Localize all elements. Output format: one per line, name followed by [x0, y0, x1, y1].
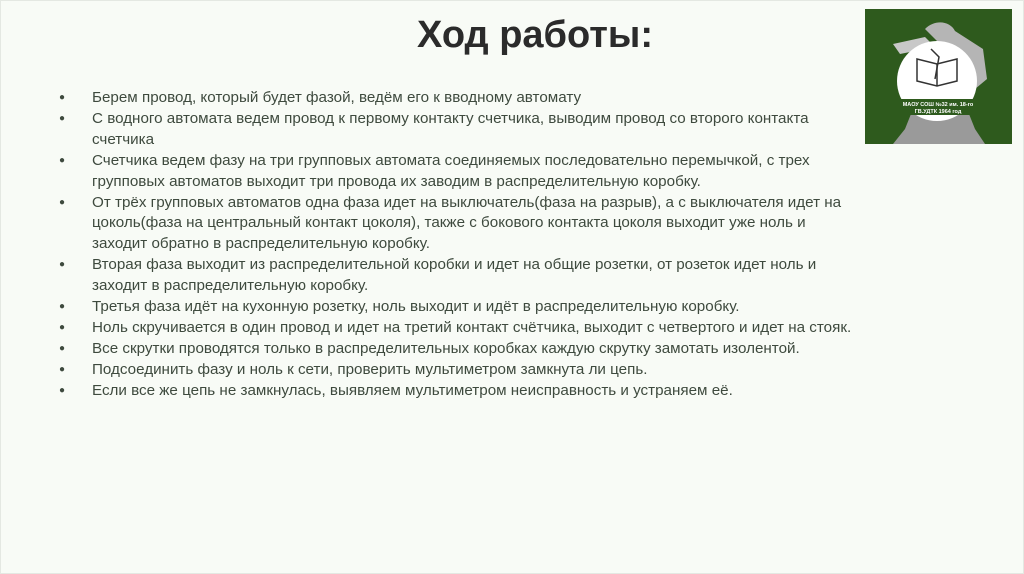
- slide-title: Ход работы:: [416, 14, 654, 56]
- list-item: ● Все скрутки проводятся только в распределительных коробках каждую скрутку замотать изолентой.: [56, 339, 856, 360]
- logo-text-2: ГВ.УДТК 1964 год: [914, 109, 962, 115]
- list-item: ● Ноль скручивается в один провод и идет на третий контакт счётчика, выходит с четвертого и идет на стояк.: [56, 318, 856, 339]
- list-item: ● Берем провод, который будет фазой, ведём его к вводному автомату: [56, 88, 856, 109]
- logo-text-1: МАОУ СОШ №32 им. 18-го: [902, 102, 974, 108]
- school-logo: [865, 9, 1012, 144]
- list-item: ● Если все же цепь не замкнулась, выявляем мультиметром неисправность и устраняем её.: [56, 381, 856, 402]
- list-item: ● С водного автомата ведем провод к первому контакту счетчика, выводим провод со второго контакта счетчика: [56, 109, 856, 151]
- list-item: ● От трёх групповых автоматов одна фаза идет на выключатель(фаза на разрыв), а с выключателя идет на цоколь(фаза на центральный контакт цоколя), также с бокового контакта цоколя выходит уже ноль и заходит обратно в распределительную коробку.: [56, 193, 856, 256]
- list-item: ● Подсоединить фазу и ноль к сети, проверить мультиметром замкнута ли цепь.: [56, 360, 856, 381]
- steps-list: [56, 88, 856, 402]
- list-item: ● Третья фаза идёт на кухонную розетку, ноль выходит и идёт в распределительную коробку.: [56, 297, 856, 318]
- list-item: ● Вторая фаза выходит из распределительной коробки и идет на общие розетки, от розеток идет ноль и заходит в распределительную коробку.: [56, 255, 856, 297]
- list-item: ● Счетчика ведем фазу на три групповых автомата соединяемых последовательно перемычкой, с трех групповых автоматов выходит три провода их заводим в распределительную коробку.: [56, 151, 856, 193]
